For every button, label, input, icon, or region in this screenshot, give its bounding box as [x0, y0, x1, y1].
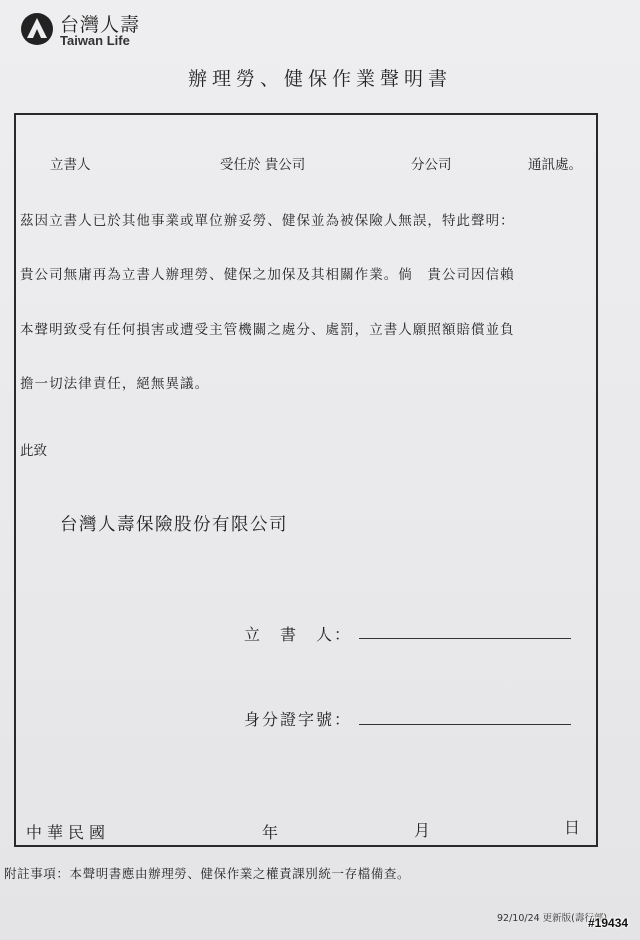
- declarant-signature-label: 立 書 人：: [244, 625, 353, 644]
- declarant-signature-line[interactable]: [359, 638, 571, 639]
- declarant-intro: 立書人: [50, 157, 91, 173]
- branch-text: 分公司: [411, 157, 452, 173]
- id-number-label: 身分證字號：: [244, 710, 353, 729]
- addressee-company: 台灣人壽保險股份有限公司: [60, 515, 288, 535]
- date-era: 中華民國: [26, 823, 111, 842]
- declaration-frame: [14, 113, 598, 847]
- body-line-1: 茲因立書人已於其他事業或單位辦妥勞、健保並為被保險人無誤，特此聲明：: [20, 213, 515, 229]
- version-stamp: 92/10/24 更新版(壽行部): [497, 913, 608, 924]
- date-month: 月: [414, 821, 431, 840]
- footnote: 附註事項：本聲明書應由辦理勞、健保作業之權責課別統一存檔備查。: [4, 866, 411, 881]
- image-watermark: #19434: [588, 916, 629, 930]
- logo-chinese-name: 台灣人壽: [60, 14, 141, 36]
- id-number-line[interactable]: [359, 724, 571, 725]
- logo-english-name: Taiwan Life: [60, 33, 130, 48]
- taiwan-life-logo-icon: [20, 12, 54, 46]
- company-logo: [20, 10, 180, 50]
- body-line-3: 本聲明致受有任何損害或遭受主管機關之處分、處罰，立書人願照額賠償並負: [20, 322, 515, 338]
- address-text: 通訊處。: [528, 157, 582, 173]
- closing-text: 此致: [20, 443, 47, 459]
- body-line-4: 擔一切法律責任，絕無異議。: [20, 376, 210, 392]
- body-line-2: 貴公司無庸再為立書人辦理勞、健保之加保及其相關作業。倘 貴公司因信賴: [20, 267, 515, 283]
- date-year: 年: [262, 823, 279, 842]
- document-title: 辦理勞、健保作業聲明書: [187, 68, 452, 90]
- employed-at-text: 受任於 貴公司: [220, 157, 306, 173]
- date-day: 日: [564, 818, 581, 837]
